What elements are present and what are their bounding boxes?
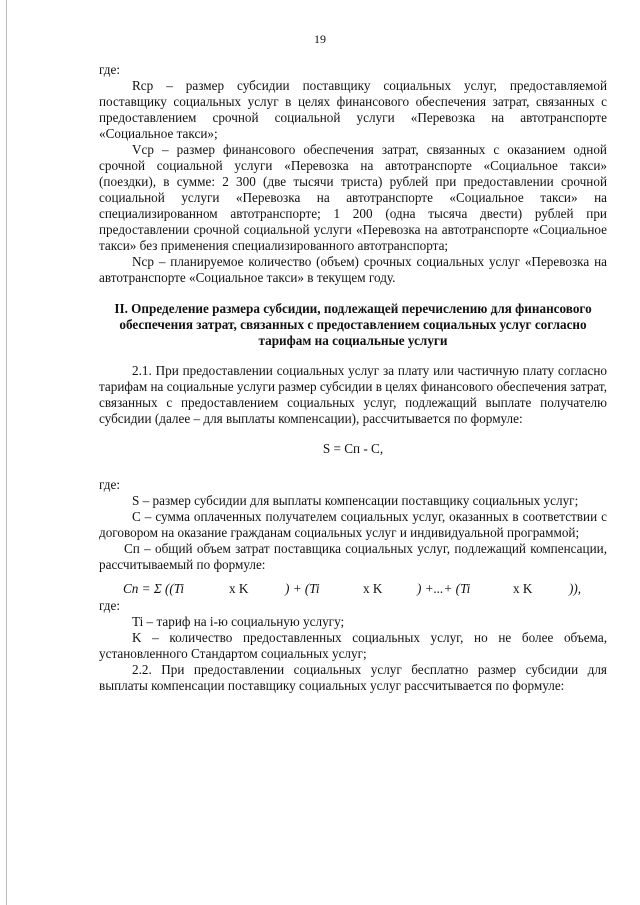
definition-n-cp: Nср – планируемое количество (объем) срочных социальных услуг «Перевозка на автотранспорте «Социальное такси» в текущем году. bbox=[99, 254, 607, 285]
formula-cp-part: x K bbox=[513, 581, 533, 596]
definition-ti: Ti – тариф на i-ю социальную услугу; bbox=[132, 614, 345, 629]
scan-edge-line bbox=[6, 0, 7, 905]
formula-cp-part: Сп = Σ ((Ti bbox=[123, 581, 185, 596]
formula-cp-part: ) + (Ti bbox=[285, 581, 320, 596]
definition-cp: Сп – общий объем затрат поставщика социальных услуг, подлежащий компенсации, рассчитываемый по формуле: bbox=[99, 541, 607, 572]
section-heading: II. Определение размера субсидии, подлежащей перечислению для финансового обеспечения затрат, связанных с предоставлением социальных услуг согласно тарифам на социальные услуги bbox=[114, 301, 592, 348]
page-number: 19 bbox=[314, 32, 326, 46]
definition-s: S – размер субсидии для выплаты компенсации поставщику социальных услуг; bbox=[132, 493, 579, 508]
paragraph-2-2: 2.2. При предоставлении социальных услуг бесплатно размер субсидии для выплаты компенсации поставщику социальных услуг рассчитывается по формуле: bbox=[99, 662, 607, 693]
definition-r-cp: Rср – размер субсидии поставщику социальных услуг, предоставляемой поставщику социальных услуг в целях финансового обеспечения затрат, связанных с предоставлением срочной социальной услуги «Перевозка на автотранспорте «Социальное такси»; bbox=[99, 78, 607, 141]
definition-c: С – сумма оплаченных получателем социальных услуг, оказанных в соответствии с договором на оказание гражданам социальных услуг и индивидуальной программой; bbox=[99, 509, 607, 540]
formula-s: S = Сп - С, bbox=[322, 441, 384, 456]
formula-cp bbox=[99, 581, 607, 598]
where-label: где: bbox=[99, 477, 120, 492]
where-label: где: bbox=[99, 62, 120, 77]
formula-cp-part: ) +...+ (Ti bbox=[417, 581, 471, 596]
formula-cp-part: )), bbox=[569, 581, 582, 596]
where-label: где: bbox=[99, 598, 120, 613]
definition-k: K – количество предоставленных социальных услуг, но не более объема, установленного Стандартом социальных услуг; bbox=[99, 630, 607, 661]
formula-cp-part: x K bbox=[229, 581, 249, 596]
definition-v-cp: Vср – размер финансового обеспечения затрат, связанных с оказанием одной срочной социальной услуги «Перевозка на автотранспорте «Социальное такси» (поездки), в сумме: 2 300 (две тысячи триста) рублей при предоставлении срочной социальной услуги «Перевозка на автотранспорте «Социальное такси» на специализированном автотранспорте; 1 200 (одна тысяча двести) рублей при предоставлении срочной социальной услуги «Перевозка на автотранспорте «Социальное такси» без применения специализированного автотранспорта; bbox=[99, 142, 607, 253]
paragraph-2-1: 2.1. При предоставлении социальных услуг за плату или частичную плату согласно тарифам на социальные услуги размер субсидии в целях финансового обеспечения затрат, связанных с предоставлением социальных услуг, подлежащий выплате получателю субсидии (далее – для выплаты компенсации), рассчитывается по формуле: bbox=[99, 363, 607, 426]
formula-cp-part: x K bbox=[363, 581, 383, 596]
document-body bbox=[99, 62, 607, 694]
